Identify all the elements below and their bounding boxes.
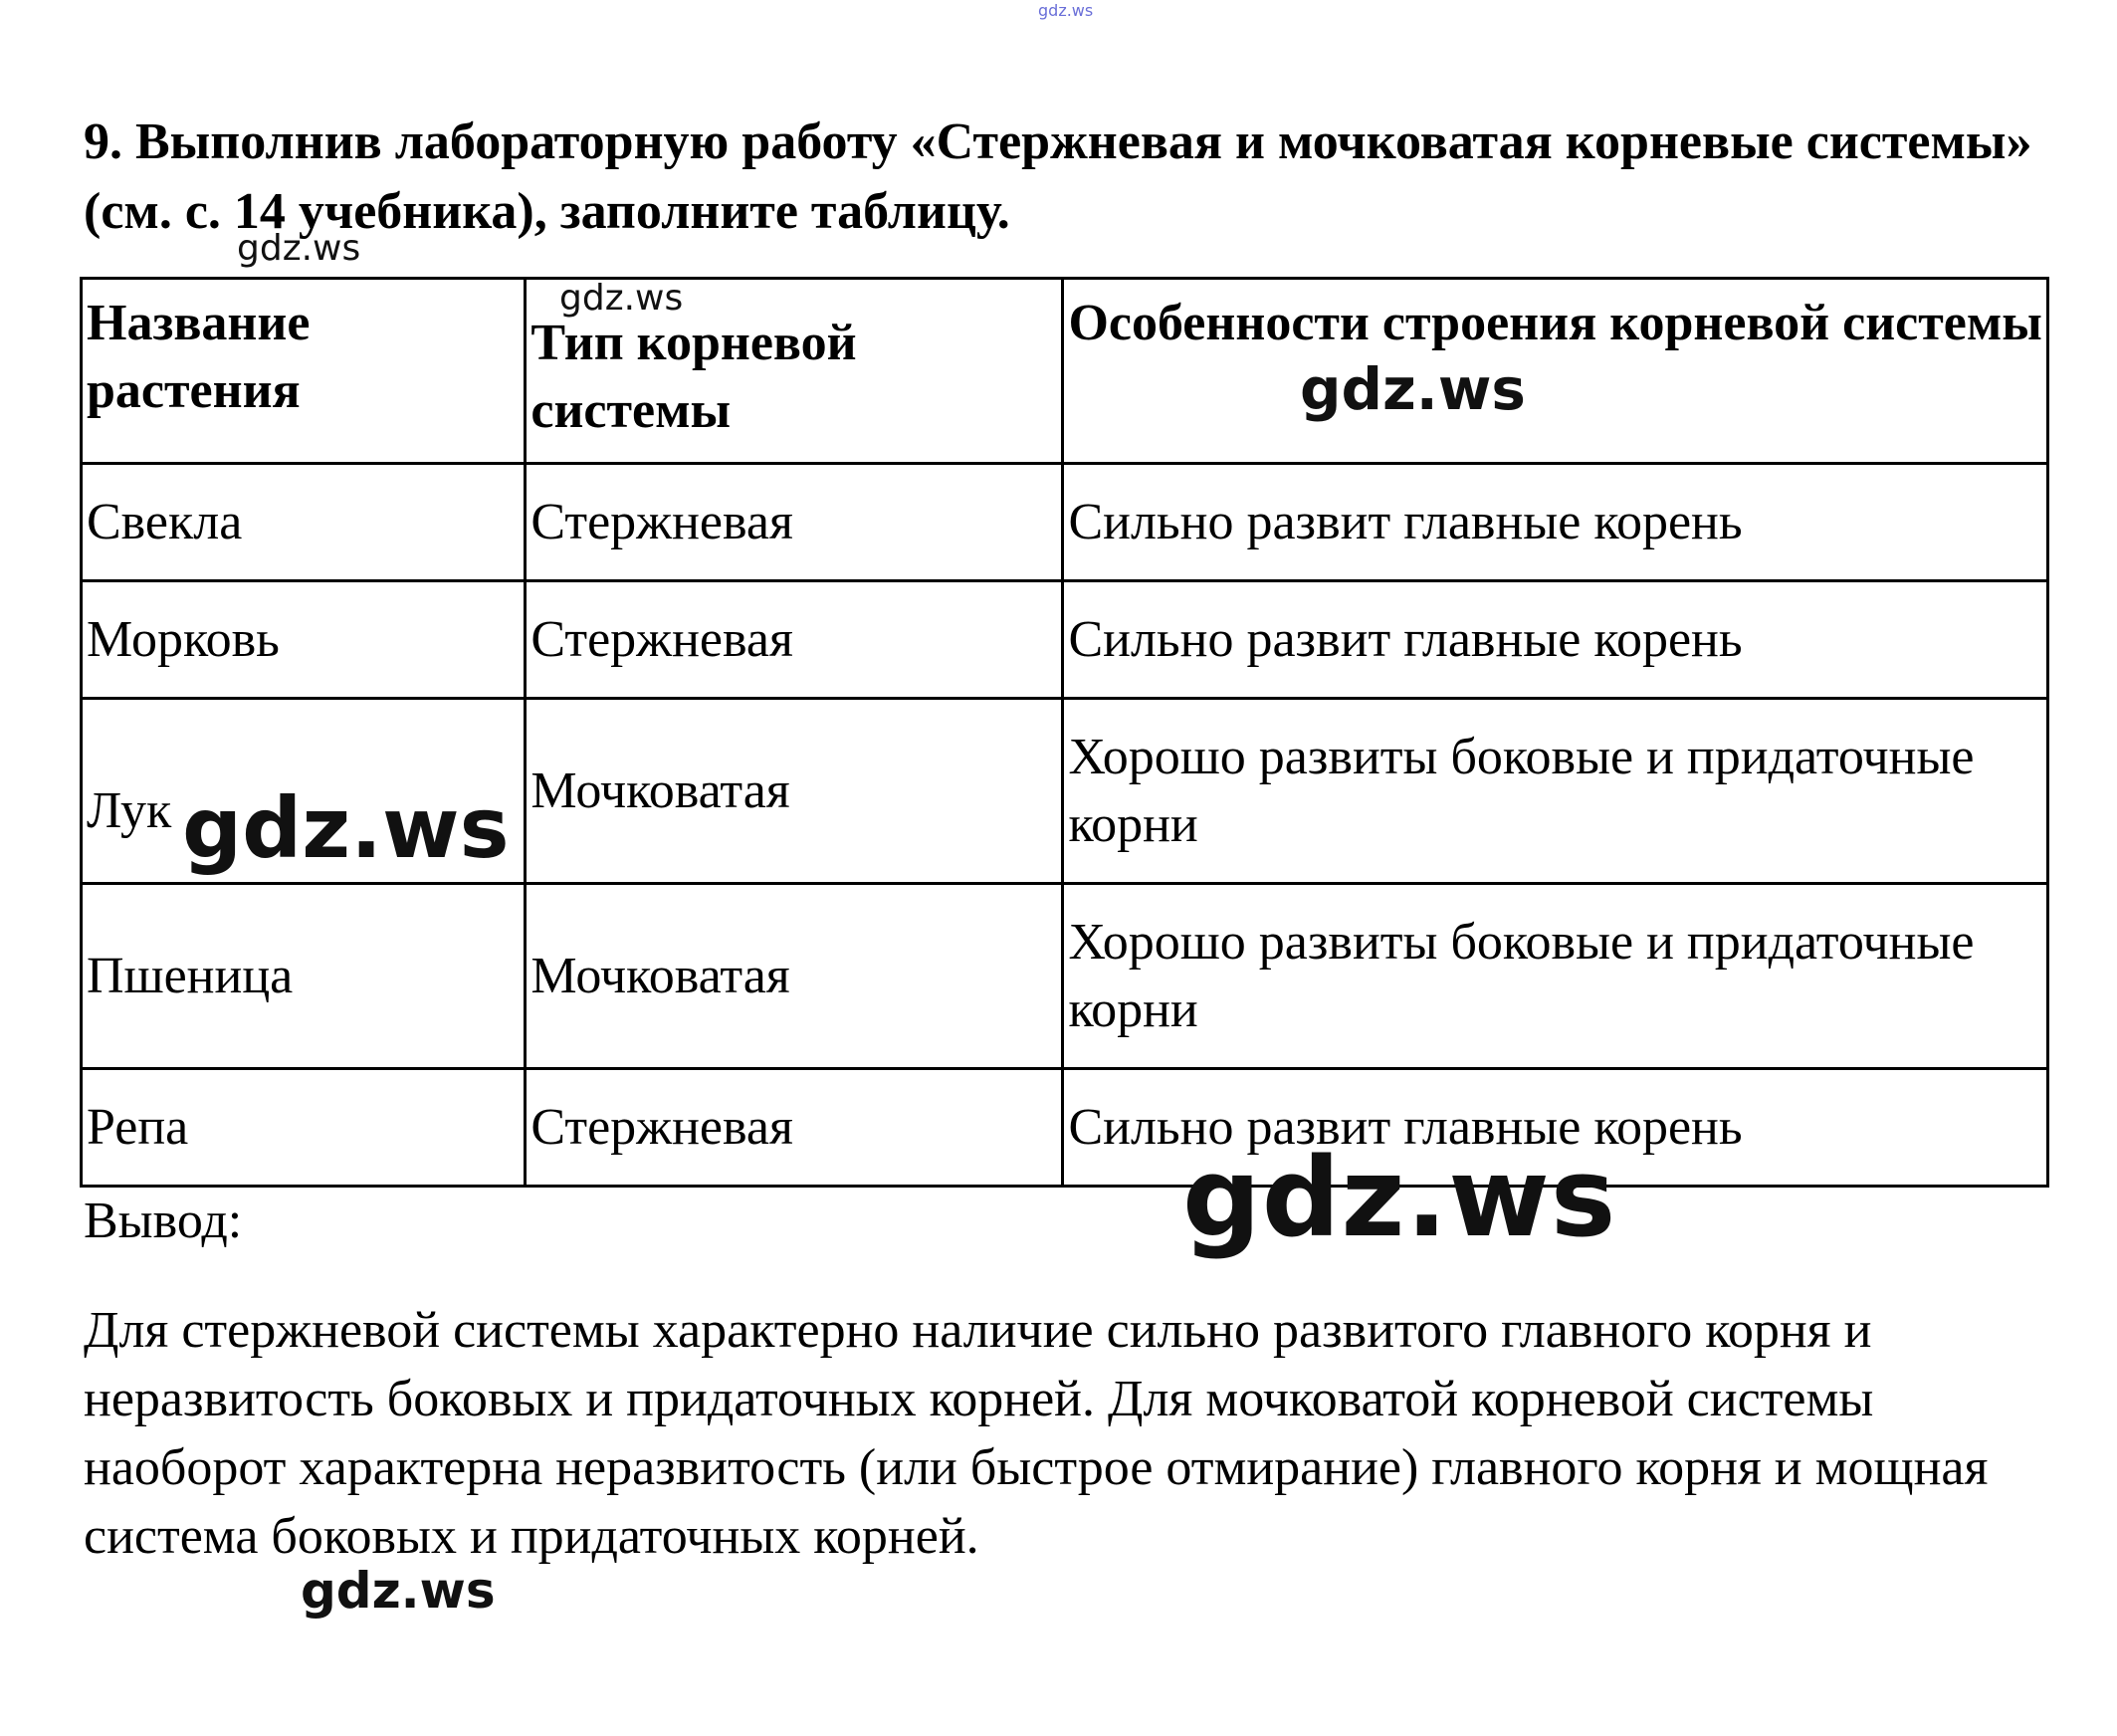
table-row <box>82 464 2048 581</box>
watermark-header-col3: gdz.ws <box>1300 355 1526 423</box>
cell-plant-name: Репа <box>82 1069 526 1187</box>
cell-root-type: Стержневая <box>526 464 1063 581</box>
watermark-end-text: gdz.ws <box>301 1562 496 1620</box>
cell-root-type: Мочковатая <box>526 699 1063 884</box>
cell-root-features: Хорошо развиты боковые и придаточные корни <box>1063 884 2048 1069</box>
watermark-above-table: gdz.ws <box>237 228 361 269</box>
cell-plant-name: Пшеница <box>82 884 526 1069</box>
table-row <box>82 884 2048 1069</box>
cell-root-features: Хорошо развиты боковые и придаточные корни <box>1063 699 2048 884</box>
table-row <box>82 581 2048 699</box>
watermark-below-table: gdz.ws <box>1182 1134 1617 1261</box>
cell-plant-name: Свекла <box>82 464 526 581</box>
cell-root-type: Стержневая <box>526 1069 1063 1187</box>
table-header-row <box>82 279 2048 464</box>
watermark-row-luk: gdz.ws <box>182 779 510 877</box>
header-root-type: Тип корневой системы <box>526 279 1063 464</box>
cell-root-features: Сильно развит главные корень <box>1063 464 2048 581</box>
task-statement: 9. Выполнив лабораторную работу «Стержневая и мочковатая корневые системы» (см. с. 14 учебника), заполните таблицу. <box>84 113 2032 240</box>
cell-plant-name: Лук <box>82 699 526 884</box>
cell-root-type: Стержневая <box>526 581 1063 699</box>
watermark-top: gdz.ws <box>1038 1 1094 20</box>
header-root-features: Особенности строения корневой системы <box>1063 279 2048 464</box>
root-systems-table <box>80 277 2049 1188</box>
header-plant-name: Название растения <box>82 279 526 464</box>
table-row <box>82 1069 2048 1187</box>
cell-root-features: Сильно развит главные корень <box>1063 1069 2048 1187</box>
conclusion-label: Вывод: <box>84 1193 243 1249</box>
cell-plant-name: Морковь <box>82 581 526 699</box>
watermark-header-col2: gdz.ws <box>559 278 684 319</box>
conclusion-text: Для стержневой системы характерно наличие сильно развитого главного корня и неразвитость боковых и придаточных корней. Для мочковатой корневой системы наоборот характерна неразвитость (или быстрое отмирание) главного корня и мощная система боковых и придаточных корней. <box>84 1302 1989 1565</box>
cell-root-type: Мочковатая <box>526 884 1063 1069</box>
cell-root-features: Сильно развит главные корень <box>1063 581 2048 699</box>
